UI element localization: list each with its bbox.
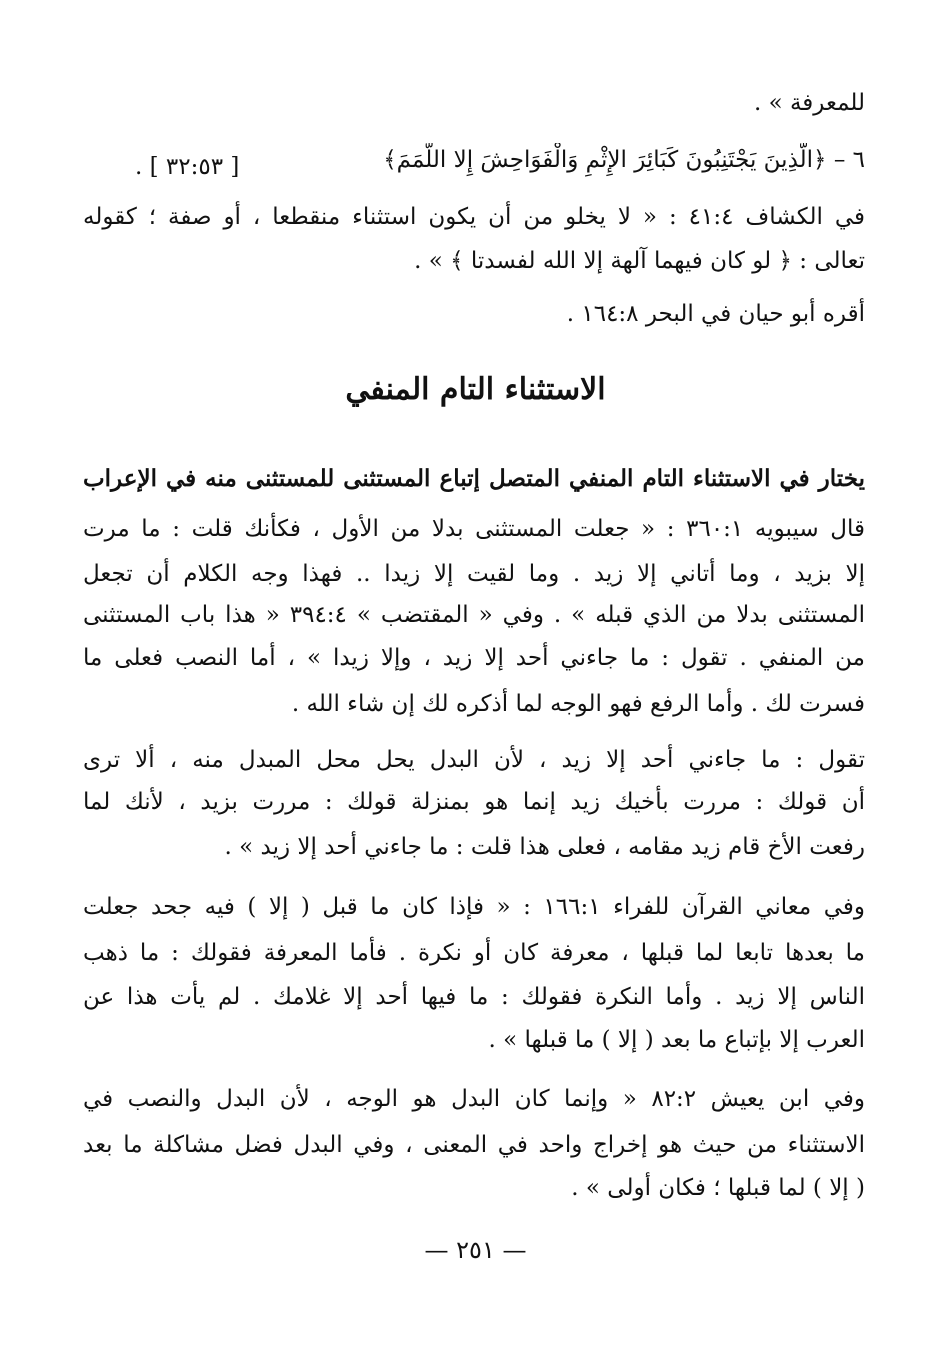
text-line: في الكشاف ٤١:٤ : « لا يخلو من أن يكون استثناء منقطعا ، أو صفة ؛ كقوله [83,204,865,230]
section-heading: الاستثناء التام المنفي [345,372,606,407]
text-line: قال سيبويه ٣٦٠:١ : « جعلت المستثنى بدلا من الأول ، فكأنك قلت : ما مرت [83,516,865,542]
text-line: وفي معاني القرآن للفراء ١٦٦:١ : « فإذا كان ما قبل ( إلا ) فيه جحد جعلت [83,894,865,920]
text-line: يختار في الاستثناء التام المنفي المتصل إتباع المستثنى للمستثنى منه في الإعراب [83,465,865,492]
text-line: وفي ابن يعيش ٨٢:٢ « وإنما كان البدل هو الوجه ، لأن البدل والنصب في [83,1086,865,1112]
text-line: للمعرفة » . [753,90,865,116]
text-line: رفعت الأخ قام زيد مقامه ، فعلى هذا قلت : ما جاءني أحد إلا زيد » . [224,834,865,860]
page-number: — ٢٥١ — [424,1236,527,1264]
text-line: أقره أبو حيان في البحر ١٦٤:٨ . [566,301,865,327]
text-line: تعالى : ﴿ لو كان فيهما آلهة إلا الله لفسدتا ﴾ » . [414,248,865,274]
text-line: أن قولك : مررت بأخيك زيد إنما هو بمنزلة قولك : مررت بزيد ، لأنك لما [83,789,865,815]
text-line: تقول : ما جاءني أحد إلا زيد ، لأن البدل يحل محل المبدل منه ، ألا ترى [83,747,865,773]
text-line: فسرت لك . وأما الرفع فهو الوجه لما أذكره لك إن شاء الله . [291,691,865,717]
text-line: ما بعدها تابعا لما قبلها ، معرفة كان أو نكرة . فأما المعرفة فقولك : ما ذهب [83,940,865,966]
text-line: ( إلا ) لما قبلها ؛ فكان أولى » . [571,1175,865,1201]
verse-line: ٦ – ﴿الَّذِينَ يَجْتَنِبُونَ كَبَائِرَ الإِثْمِ وَالْفَوَاحِشَ إِلا اللَّمَمَ﴾ [383,147,865,173]
text-line: إلا بزيد ، وما أتاني إلا زيد . وما لقيت إلا زيدا .. فهذا وجه الكلام أن تجعل [83,561,865,587]
text-line: الناس إلا زيد . وأما النكرة فقولك : ما فيها أحد إلا غلامك . لم يأت هذا عن [83,984,865,1010]
text-line: الاستثناء من حيث هو إخراج واحد في المعنى ، وفي البدل فضل مشاكلة ما بعد [83,1132,865,1158]
text-line: العرب إلا بإتباع ما بعد ( إلا ) ما قبلها » . [488,1027,865,1053]
text-line: المستثنى بدلا من الذي قبله » . وفي « المقتضب » ٣٩٤:٤ « هذا باب المستثنى [83,602,865,628]
verse-reference: [ ٣٢:٥٣ ] . [135,154,240,180]
text-line: من المنفي . تقول : ما جاءني أحد إلا زيد ، وإلا زيدا » ، أما النصب فعلى ما [83,645,865,671]
